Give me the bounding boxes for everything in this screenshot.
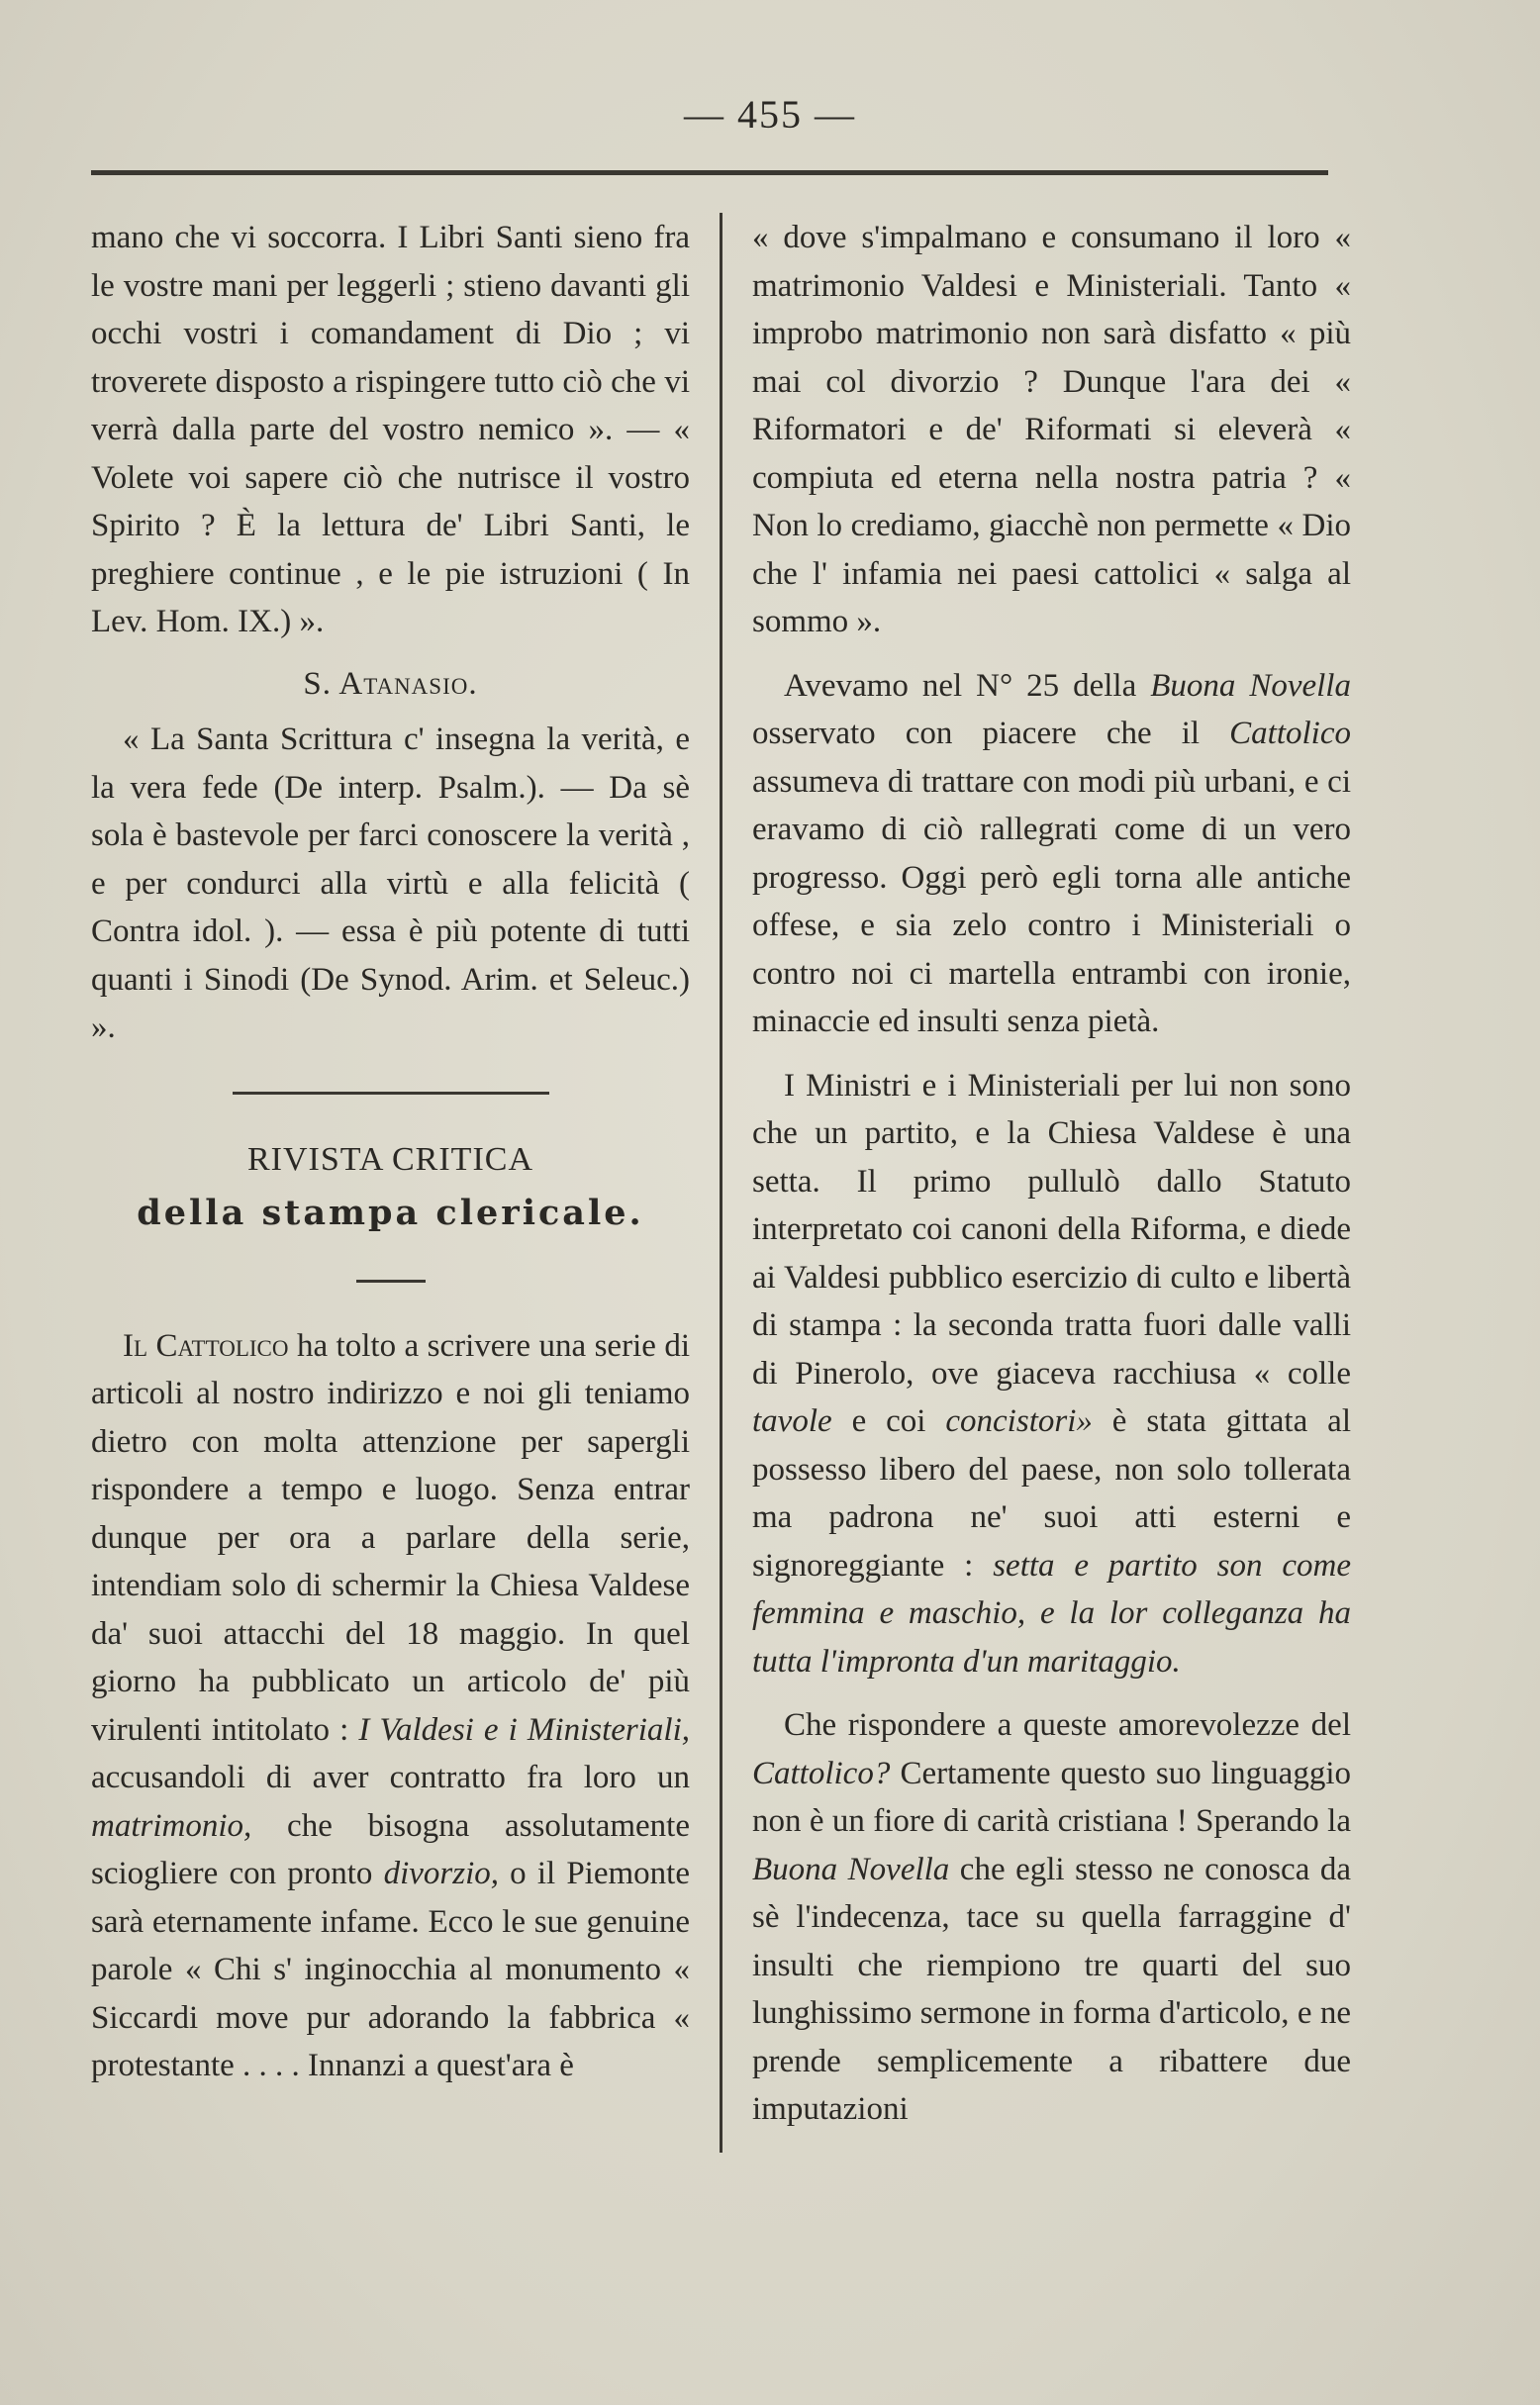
paragraph-ministri: I Ministri e i Ministeriali per lui non sono che un partito, e la Chiesa Valdese è una setta. Il primo pullulò dallo Statuto interpretato coi canoni della Riforma, e diede ai Valdesi pubblico esercizio di culto e libertà di stampa : la seconda tratta fuori dalle valli di Pinerolo, ove giaceva racchiusa « colle tavole e coi concistori» è stata gittata al possesso libero del paese, non solo tollerata ma padrona ne' suoi atti esterni e signoreggiante : setta e partito son come femmina e maschio, e la lor colleganza ha tutta l'impronta d'un maritaggio.	[752, 1067, 1351, 1680]
page-number: — 455 —	[684, 92, 856, 137]
paragraph-cattolico-quote: « dove s'impalmano e consumano il loro « matrimonio Valdesi e Ministeriali. Tanto « improbo matrimonio non sarà disfatto « più mai col divorzio ? Dunque l'ara dei « Riformatori e de' Riformati si eleverà « compiuta ed eterna nella nostra patria ? « Non lo crediamo, giacchè non permette « Dio che l' infamia nei paesi cattolici « salga al sommo ».	[752, 220, 1351, 639]
article-title: I Valdesi e i Ministeriali,	[358, 1711, 691, 1748]
paragraph-buona-novella: Avevamo nel N° 25 della Buona Novella osservato con piacere che il Cattolico assumeva di trattare con modi più urbani, e ci eravamo di ciò rallegrati come di un vero progresso. Oggi però egli torna alle antiche offese, e sia zelo contro i Ministeriali o contro noi ci martella entrambi con ironie, minaccie ed insulti senza pietà.	[752, 667, 1351, 1039]
paragraph-quote-continuation: mano che vi soccorra. I Libri Santi sieno fra le vostre mani per leggerli ; stieno davanti gli occhi vostri i comandament di Dio ; vi troverete disposto a rispingere tutto ciò che vi verrà dalla parte del vostro nemico ». — « Volete voi sapere ciò che nutrisce il vostro Spirito ? È la lettura de' Libri Santi, le preghiere continue , e le pie istruzioni ( In Lev. Hom. IX.) ».	[91, 220, 690, 639]
section-title: RIVISTA CRITICA	[246, 1140, 533, 1178]
left-column	[91, 214, 690, 2090]
section-subtitle: della stampa clericale.	[137, 1193, 644, 1233]
paragraph-atanasio-quote: « La Santa Scrittura c' insegna la verità, e la vera fede (De interp. Psalm.). — Da sè sola è bastevole per farci conoscere la verità , e per condurci alla virtù e alla felicità ( Contra idol. ). — essa è più potente di tutti quanti i Sinodi (De Synod. Arim. et Seleuc.) ».	[91, 722, 690, 1045]
author-heading: S. Atanasio.	[303, 665, 478, 702]
section-divider	[233, 1092, 549, 1095]
cattolico-name: Il Cattolico	[123, 1327, 289, 1364]
header-rule	[91, 170, 1328, 175]
short-divider	[356, 1280, 426, 1283]
right-column	[752, 214, 1351, 2134]
paragraph-risposta: Che rispondere a queste amorevolezze del Cattolico? Certamente questo suo linguaggio non è un fiore di carità cristiana ! Sperando la Buona Novella che egli stesso ne conosca da sè l'indecenza, tace su quella farraggine d' insulti che riempiono tre quarti del suo lunghissimo sermone in forma d'articolo, e ne prende semplicemente a ribattere due imputazioni	[752, 1707, 1351, 2127]
column-divider	[720, 213, 722, 2153]
paragraph-rivista-intro: Il Cattolico ha tolto a scrivere una serie di articoli al nostro indirizzo e noi gli teniamo dietro con molta attenzione per sapergli rispondere a tempo e luogo. Senza entrar dunque per ora a parlare della serie, intendiam solo di schermir la Chiesa Valdese da' suoi attacchi del 18 maggio. In quel giorno ha pubblicato un articolo de' più virulenti intitolato : I Valdesi e i Ministeriali, accusandoli di aver contratto fra loro un matrimonio, che bisogna assolutamente sciogliere con pronto divorzio, o il Piemonte sarà eternamente infame. Ecco le sue genuine parole « Chi s' inginocchia al monumento « Siccardi move pur adorando la fabbrica « protestante . . . . Innanzi a quest'ara è	[91, 1327, 691, 2083]
